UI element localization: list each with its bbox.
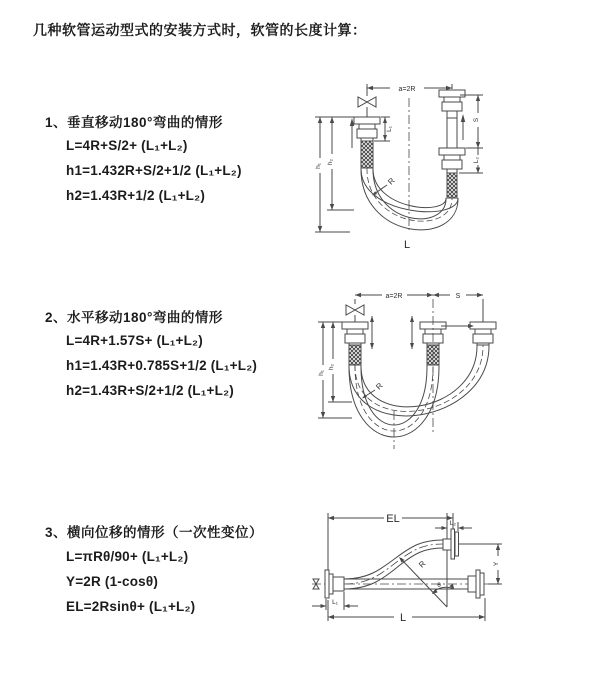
dim-l xyxy=(328,598,485,624)
valve-icon xyxy=(358,97,376,117)
fitting-dim-tick xyxy=(370,316,374,349)
formula: Y=2R (1-cosθ) xyxy=(66,574,159,589)
diagram-2-drawing xyxy=(300,283,600,475)
valve-icon xyxy=(346,305,364,322)
hose-s-curve-displaced xyxy=(344,540,443,589)
dim-label-h2: h₂ xyxy=(328,363,335,371)
left-end-fitting xyxy=(342,322,368,345)
right-end-fitting-moved xyxy=(439,90,465,118)
flange-fixed xyxy=(325,570,344,598)
formula: EL=2Rsinθ+ (L₁+L₂) xyxy=(66,599,196,614)
dim-label-h1: h₁ xyxy=(315,163,322,169)
flange-original xyxy=(468,570,484,598)
braided-hose-section xyxy=(447,173,457,198)
formula: L=4R+S/2+ (L₁+L₂) xyxy=(66,138,188,153)
hose-u-bend xyxy=(361,168,458,230)
dim-h2 xyxy=(328,322,335,402)
formula: h2=1.43R+1/2 (L₁+L₂) xyxy=(66,188,206,203)
section1-heading: 1、垂直移动180°弯曲的情形 xyxy=(45,115,223,130)
dim-label-l1: L₁ xyxy=(332,599,338,606)
dim-h2 xyxy=(327,117,334,210)
dim-label-l: L xyxy=(403,239,411,251)
formula: L=4R+1.57S+ (L₁+L₂) xyxy=(66,333,203,348)
diagram-vertical-180-bend xyxy=(302,70,598,266)
formula: L=πRθ/90+ (L₁+L₂) xyxy=(66,549,189,564)
dim-label-a2r: a=2R xyxy=(385,293,403,300)
section2-heading: 2、水平移动180°弯曲的情形 xyxy=(45,310,223,325)
dim-label-l2: L₂ xyxy=(449,520,457,527)
section3-heading: 3、横向位移的情形（一次性变位） xyxy=(45,525,264,540)
diagram-lateral-displacement xyxy=(300,498,600,670)
dim-label-s: S xyxy=(455,293,461,300)
dim-l1 xyxy=(312,592,358,610)
right-end-fitting-moved xyxy=(470,322,496,345)
dim-label-r: R xyxy=(417,559,428,570)
dim-label-h2: h₂ xyxy=(327,158,334,166)
hose-u-bend xyxy=(349,345,489,437)
dim-label-a2r: a=2R xyxy=(398,86,416,93)
dim-label-l1: L₁ xyxy=(386,126,393,132)
dim-h1 xyxy=(318,322,325,418)
flange-moved xyxy=(443,529,459,559)
braided-hose-section xyxy=(349,345,361,365)
formula: h1=1.432R+S/2+1/2 (L₁+L₂) xyxy=(66,163,242,178)
dim-label-el: EL xyxy=(386,513,400,525)
dim-label-s: S xyxy=(473,117,480,123)
page-title: 几种软管运动型式的安装方式时，软管的长度计算： xyxy=(33,22,367,38)
diagram-1-drawing xyxy=(302,70,598,266)
fitting-dim-tick xyxy=(410,316,414,349)
dim-label-r: R xyxy=(374,381,385,392)
left-end-fitting xyxy=(354,117,380,141)
dim-label-theta: θ xyxy=(437,582,441,589)
braided-hose-section xyxy=(361,141,373,168)
dim-s xyxy=(433,293,483,300)
dim-label-l: L xyxy=(399,612,407,624)
right-end-fitting-original xyxy=(439,148,465,173)
diagram-horizontal-180-bend xyxy=(300,283,600,475)
dim-h1 xyxy=(315,117,322,232)
dim-label-l2: L₂ xyxy=(473,156,480,164)
dim-label-h1: h₁ xyxy=(318,370,325,376)
dim-label-y: Y xyxy=(493,561,500,567)
movement-arrow-up-right xyxy=(461,114,465,140)
formula: h2=1.43R+S/2+1/2 (L₁+L₂) xyxy=(66,383,234,398)
dim-label-r: R xyxy=(386,176,397,187)
dim-a2r xyxy=(355,293,433,300)
formula: h1=1.43R+0.785S+1/2 (L₁+L₂) xyxy=(66,358,258,373)
diagram-3-drawing xyxy=(300,498,600,670)
